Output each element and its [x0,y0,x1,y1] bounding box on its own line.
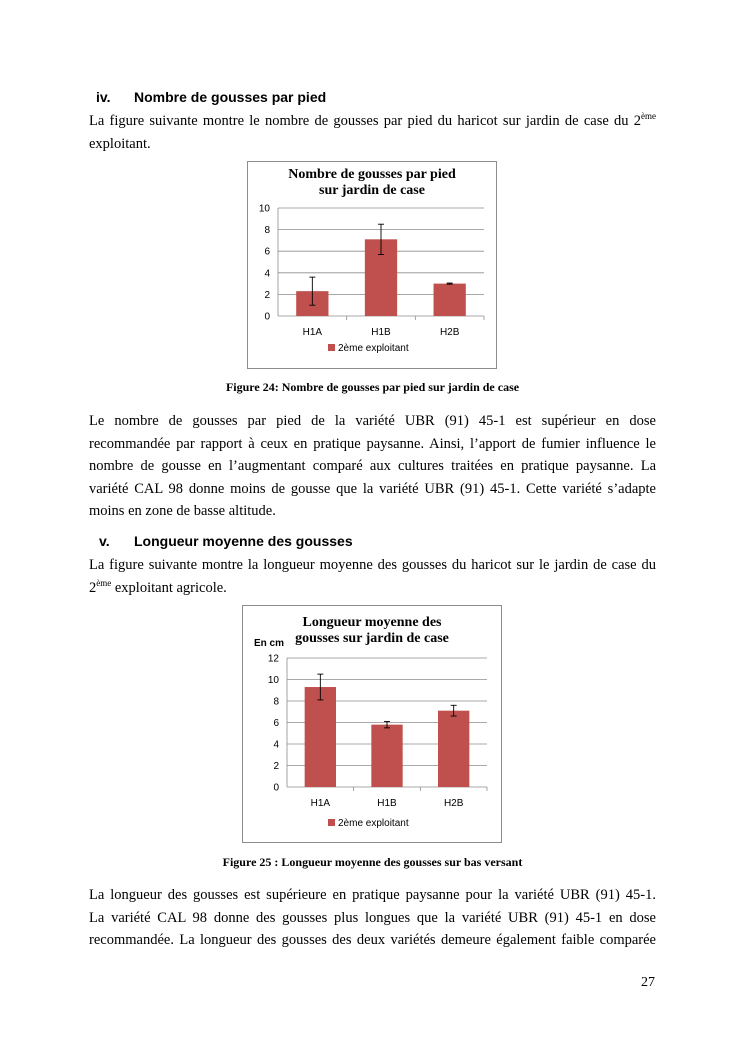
text-line: La figure suivante montre le nombre de gousses par pied du haricot sur jardin de case du 2ème [89,111,656,129]
x-tick-label: H1B [371,327,391,338]
legend-swatch [328,819,335,826]
section-number: iv. [96,89,111,105]
bar [434,284,466,316]
body-paragraph-iv [89,410,656,523]
legend-label: 2ème exploitant [338,818,409,829]
text-line: La variété CAL 98 donne des gousses plus longues que la variété UBR (91) 45-1 en dose [89,909,656,926]
text-line: Le nombre de gousses par pied de la variété UBR (91) 45-1 est supérieur en dose [89,413,656,429]
text-line: La longueur des gousses est supérieure en pratique paysanne pour la variété UBR (91) 45-1. [89,887,656,903]
y-tick-label: 8 [273,696,279,708]
y-tick-label: 0 [273,782,279,794]
chart-gousses-par-pied [247,161,497,369]
text-line: recommandée par rapport à ceux en pratique paysanne. Ainsi, l’apport de fumier influence le [89,435,656,452]
y-tick-label: 6 [273,718,279,729]
section-number: v. [99,533,110,549]
bar [371,725,402,787]
chart-title: Longueur moyenne des [302,615,442,630]
chart-longueur-gousses [242,605,502,843]
text-line: variété CAL 98 donne moins de gousse que la variété UBR (91) 45-1. Cette variété s’adapte [89,480,656,497]
x-tick-label: H2B [443,798,464,809]
superscript: ème [641,111,656,121]
section-heading-iv [96,89,496,109]
page-number: 27 [641,975,655,990]
y-tick-label: 4 [273,739,279,751]
y-tick-label: 2 [264,289,270,301]
x-tick-label: H1B [377,798,397,809]
section-heading-v [99,533,499,553]
text-line: La figure suivante montre la longueur moyenne des gousses du haricot sur le jardin de case du [89,557,656,573]
y-axis-label: En cm [254,638,285,649]
section-title: Nombre de gousses par pied [134,89,327,105]
legend-label: 2ème exploitant [338,343,409,354]
bar-chart-1 [248,162,496,368]
intro-paragraph-iv [89,110,656,155]
figure-caption-24: Figure 24: Nombre de gousses par pied sur jardin de case [225,380,520,394]
section-title: Longueur moyenne des gousses [134,533,353,549]
intro-paragraph-v [89,554,656,599]
bar-chart-2 [243,606,501,842]
y-tick-label: 2 [273,761,279,772]
y-tick-label: 4 [264,268,270,280]
text-line: moins en zone de basse altitude. [89,503,276,519]
y-tick-label: 0 [264,311,270,323]
y-tick-label: 8 [264,225,270,237]
y-tick-label: 6 [264,246,270,258]
text-line: exploitant. [89,135,151,152]
chart-title: sur jardin de case [319,183,425,198]
text-line: nombre de gousse en l’augmentant comparé aux cultures traitées en pratique paysanne. La [89,458,656,474]
text-line: 2ème exploitant agricole. [89,577,227,596]
y-tick-label: 12 [267,653,279,665]
chart-title: gousses sur jardin de case [295,631,449,646]
bar [438,711,469,787]
x-tick-label: H1A [310,798,331,809]
chart-title: Nombre de gousses par pied [288,167,456,182]
body-paragraph-v [89,884,656,952]
y-tick-label: 10 [267,675,279,686]
superscript: ème [96,577,112,588]
figure-caption-25: Figure 25 : Longueur moyenne des gousses sur bas versant [222,855,523,869]
x-tick-label: H1A [302,327,323,338]
legend-swatch [328,344,335,351]
text-line: recommandée. La longueur des gousses des deux variétés demeure également faible comparée [89,932,656,948]
y-tick-label: 10 [258,203,270,215]
bar [305,687,336,787]
x-tick-label: H2B [439,327,460,338]
